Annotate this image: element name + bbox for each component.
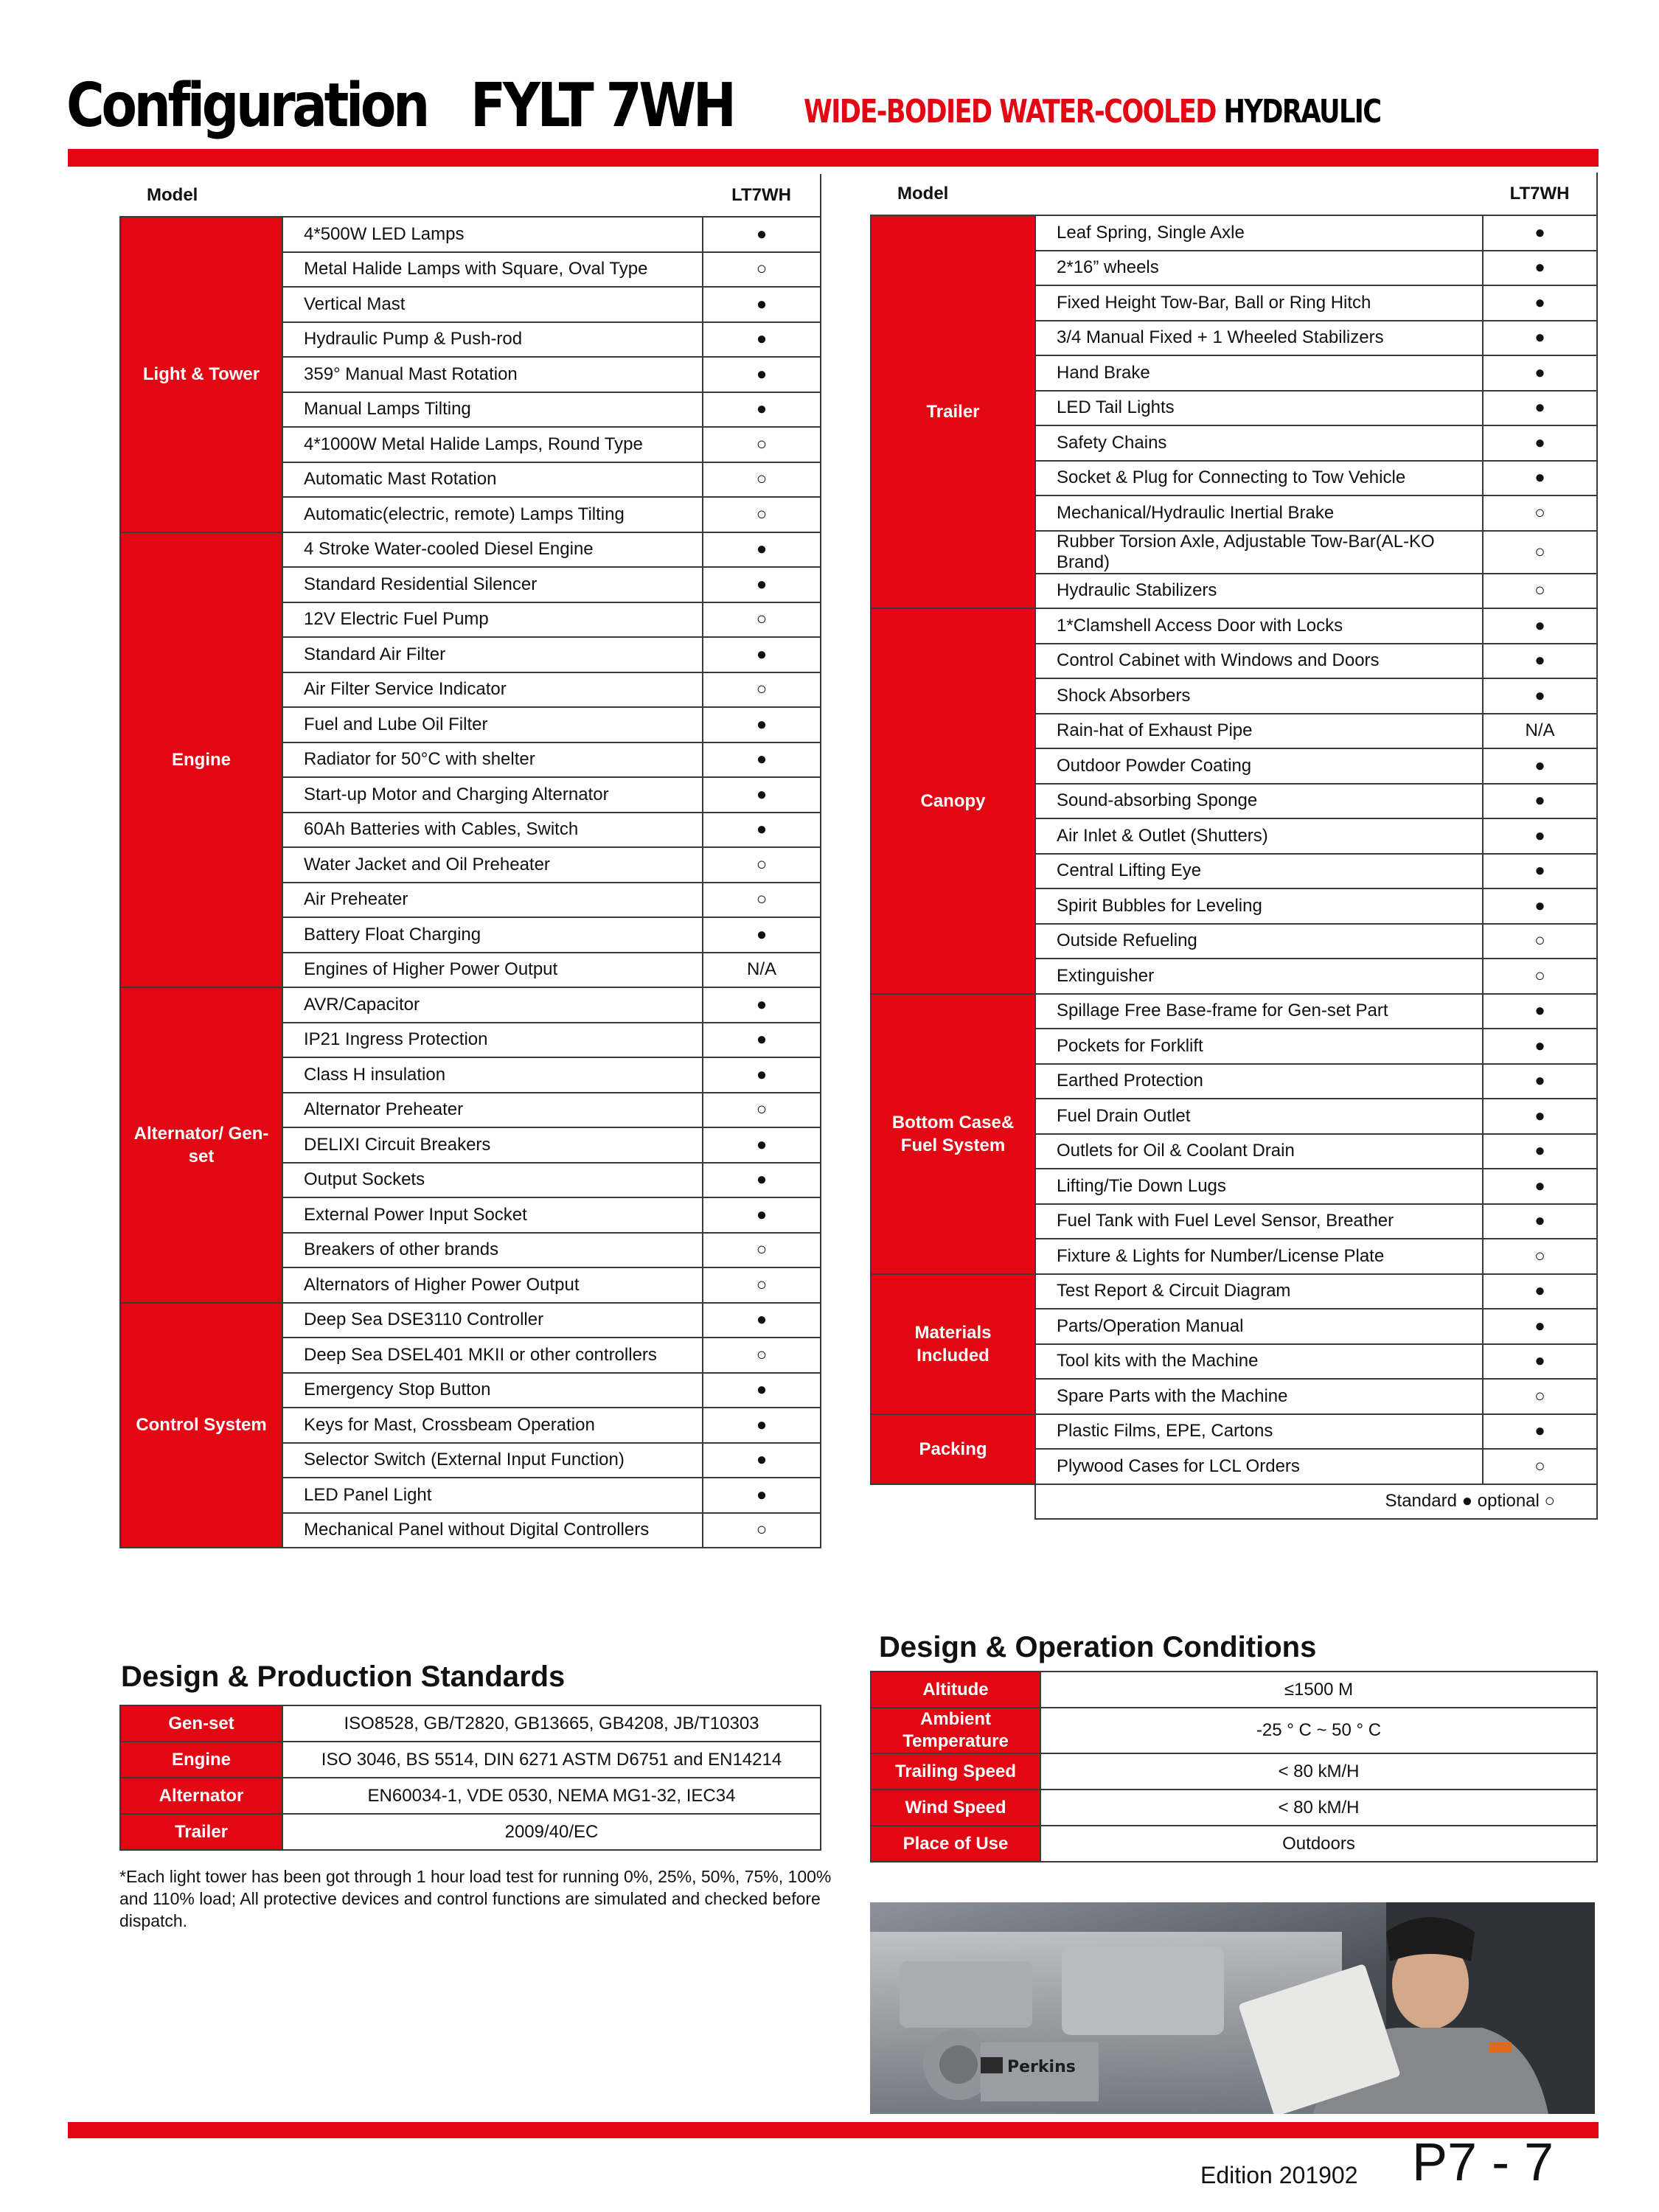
table-row (871, 994, 1597, 1029)
item-cell: Plywood Cases for LCL Orders (1035, 1449, 1483, 1484)
mark-cell: ● (703, 637, 821, 672)
item-cell: Manual Lamps Tilting (282, 392, 703, 428)
mark-cell: ● (703, 707, 821, 742)
mark-cell: ● (1483, 425, 1597, 461)
mark-cell: ● (703, 813, 821, 848)
model-header-label: Model (871, 173, 1483, 215)
table-row (871, 1672, 1597, 1708)
label-cell: Trailing Speed (871, 1753, 1040, 1790)
mark-cell: ● (1483, 1099, 1597, 1134)
table-row (871, 1790, 1597, 1826)
mark-cell: ● (703, 217, 821, 252)
table-header-row (871, 173, 1597, 215)
item-cell: 60Ah Batteries with Cables, Switch (282, 813, 703, 848)
table-row (120, 217, 821, 252)
item-cell: Central Lifting Eye (1035, 854, 1483, 889)
standards-table (119, 1705, 821, 1851)
item-cell: Water Jacket and Oil Preheater (282, 847, 703, 883)
value-cell: ISO8528, GB/T2820, GB13665, GB4208, JB/T10303 (282, 1705, 821, 1742)
item-cell: Socket & Plug for Connecting to Tow Vehicle (1035, 461, 1483, 496)
mark-cell: ● (1483, 461, 1597, 496)
table-row (120, 1778, 821, 1814)
mark-cell: ○ (703, 1233, 821, 1268)
table-row (120, 1303, 821, 1338)
item-cell: Leaf Spring, Single Axle (1035, 215, 1483, 251)
legend-text: Standard ● optional ○ (1035, 1484, 1597, 1520)
item-cell: AVR/Capacitor (282, 987, 703, 1023)
item-cell: Extinguisher (1035, 959, 1483, 994)
mark-cell: ● (703, 567, 821, 602)
item-cell: LED Tail Lights (1035, 391, 1483, 426)
right-config-table (870, 173, 1598, 1520)
table-row (120, 1814, 821, 1850)
item-cell: Start-up Motor and Charging Alternator (282, 777, 703, 813)
label-cell: Trailer (120, 1814, 282, 1850)
table-header-row (120, 174, 821, 217)
item-cell: 4 Stroke Water-cooled Diesel Engine (282, 532, 703, 568)
item-cell: Engines of Higher Power Output (282, 953, 703, 988)
mark-cell: ● (1483, 1204, 1597, 1239)
technician-photo-illustration (870, 1902, 1595, 2114)
mark-cell: ● (703, 742, 821, 778)
mark-cell: ● (703, 1057, 821, 1093)
item-cell: Standard Residential Silencer (282, 567, 703, 602)
title-model-code: FYLT 7WH (470, 71, 734, 141)
mark-cell: ● (703, 1408, 821, 1443)
model-header-value: LT7WH (1483, 173, 1597, 215)
item-cell: Fuel and Lube Oil Filter (282, 707, 703, 742)
model-header-value: LT7WH (703, 174, 821, 217)
mark-cell: ● (1483, 1064, 1597, 1099)
category-cell: Engine (120, 532, 282, 988)
mark-cell: ● (1483, 994, 1597, 1029)
label-cell: Altitude (871, 1672, 1040, 1708)
item-cell: Class H insulation (282, 1057, 703, 1093)
item-cell: Pockets for Forklift (1035, 1029, 1483, 1064)
mark-cell: ○ (703, 1338, 821, 1373)
load-test-note: *Each light tower has been got through 1 hour load test for running 0%, 25%, 50%, 75%, 100% and 110% load; All protective devices and control functions are simulated and checked before dispatch. (119, 1867, 832, 1930)
mark-cell: ● (1483, 1169, 1597, 1204)
mark-cell: ○ (703, 1513, 821, 1548)
item-cell: 1*Clamshell Access Door with Locks (1035, 608, 1483, 644)
mark-cell: ○ (703, 427, 821, 462)
label-cell: Gen-set (120, 1705, 282, 1742)
item-cell: Fixed Height Tow-Bar, Ball or Ring Hitch (1035, 285, 1483, 321)
mark-cell: ○ (703, 497, 821, 532)
mark-cell: ○ (1483, 574, 1597, 609)
item-cell: Spare Parts with the Machine (1035, 1379, 1483, 1414)
item-cell: Alternators of Higher Power Output (282, 1267, 703, 1303)
mark-cell: ○ (1483, 1449, 1597, 1484)
mark-cell: ● (1483, 818, 1597, 854)
item-cell: Vertical Mast (282, 287, 703, 322)
category-cell: Bottom Case& Fuel System (871, 994, 1035, 1274)
item-cell: LED Panel Light (282, 1478, 703, 1513)
item-cell: Mechanical Panel without Digital Controllers (282, 1513, 703, 1548)
mark-cell: ● (703, 1197, 821, 1233)
item-cell: IP21 Ingress Protection (282, 1023, 703, 1058)
item-cell: Tool kits with the Machine (1035, 1344, 1483, 1380)
table-row (871, 1414, 1597, 1450)
mark-cell: ● (703, 1373, 821, 1408)
value-cell: ≤1500 M (1040, 1672, 1597, 1708)
label-cell: Place of Use (871, 1826, 1040, 1862)
mark-cell: ● (1483, 285, 1597, 321)
mark-cell: ○ (1483, 959, 1597, 994)
conditions-table (870, 1671, 1598, 1863)
item-cell: Sound-absorbing Sponge (1035, 784, 1483, 819)
mark-cell: ● (703, 1163, 821, 1198)
item-cell: Keys for Mast, Crossbeam Operation (282, 1408, 703, 1443)
item-cell: Air Inlet & Outlet (Shutters) (1035, 818, 1483, 854)
item-cell: Selector Switch (External Input Function) (282, 1443, 703, 1478)
value-cell: 2009/40/EC (282, 1814, 821, 1850)
item-cell: 3/4 Manual Fixed + 1 Wheeled Stabilizers (1035, 321, 1483, 356)
category-cell: Control System (120, 1303, 282, 1548)
mark-cell: ○ (703, 602, 821, 638)
value-cell: Outdoors (1040, 1826, 1597, 1862)
mark-cell: ○ (1483, 1379, 1597, 1414)
label-cell: Alternator (120, 1778, 282, 1814)
item-cell: Standard Air Filter (282, 637, 703, 672)
mark-cell: ● (703, 392, 821, 428)
left-config-table (119, 174, 821, 1548)
label-cell: Engine (120, 1742, 282, 1778)
conditions-heading: Design & Operation Conditions (879, 1631, 1317, 1663)
standards-heading: Design & Production Standards (121, 1660, 566, 1693)
mark-cell: ● (1483, 355, 1597, 391)
item-cell: Mechanical/Hydraulic Inertial Brake (1035, 495, 1483, 531)
item-cell: Safety Chains (1035, 425, 1483, 461)
mark-cell: ● (703, 987, 821, 1023)
item-cell: Air Filter Service Indicator (282, 672, 703, 708)
mark-cell: ● (703, 1443, 821, 1478)
label-cell: Wind Speed (871, 1790, 1040, 1826)
category-cell: Trailer (871, 215, 1035, 608)
mark-cell: ● (1483, 888, 1597, 924)
mark-cell: ● (1483, 215, 1597, 251)
category-cell: Materials Included (871, 1274, 1035, 1414)
mark-cell: ● (1483, 251, 1597, 286)
item-cell: Outdoor Powder Coating (1035, 748, 1483, 784)
table-row (871, 1708, 1597, 1753)
edition-label: Edition 201902 (1200, 2162, 1358, 2188)
table-row (120, 532, 821, 568)
item-cell: Earthed Protection (1035, 1064, 1483, 1099)
table-row (871, 608, 1597, 644)
item-cell: Rain-hat of Exhaust Pipe (1035, 714, 1483, 749)
table-row (871, 1753, 1597, 1790)
item-cell: Outside Refueling (1035, 924, 1483, 959)
mark-cell: ○ (1483, 495, 1597, 531)
item-cell: Automatic Mast Rotation (282, 462, 703, 498)
mark-cell: ○ (703, 462, 821, 498)
item-cell: 2*16” wheels (1035, 251, 1483, 286)
mark-cell: ○ (703, 252, 821, 288)
title-subtitle: WIDE-BODIED WATER-COOLED HYDRAULIC (804, 93, 1381, 131)
mark-cell: ● (1483, 1414, 1597, 1450)
mark-cell: ○ (703, 1267, 821, 1303)
value-cell: < 80 kM/H (1040, 1790, 1597, 1826)
category-cell: Light & Tower (120, 217, 282, 532)
item-cell: Outlets for Oil & Coolant Drain (1035, 1134, 1483, 1169)
value-cell: EN60034-1, VDE 0530, NEMA MG1-32, IEC34 (282, 1778, 821, 1814)
page-number: P7 - 7 (1412, 2133, 1554, 2192)
item-cell: Spillage Free Base-frame for Gen-set Part (1035, 994, 1483, 1029)
table-row (871, 1274, 1597, 1310)
mark-cell: ● (1483, 608, 1597, 644)
mark-cell: ● (703, 1478, 821, 1513)
legend-row (871, 1484, 1597, 1520)
item-cell: DELIXI Circuit Breakers (282, 1127, 703, 1163)
item-cell: Deep Sea DSE3110 Controller (282, 1303, 703, 1338)
item-cell: Hydraulic Pump & Push-rod (282, 322, 703, 358)
mark-cell: ● (1483, 1029, 1597, 1064)
item-cell: Automatic(electric, remote) Lamps Tilting (282, 497, 703, 532)
mark-cell: ● (1483, 854, 1597, 889)
mark-cell: ● (703, 917, 821, 953)
model-header-label: Model (120, 174, 703, 217)
item-cell: Metal Halide Lamps with Square, Oval Type (282, 252, 703, 288)
mark-cell: ● (1483, 784, 1597, 819)
mark-cell: ● (703, 532, 821, 568)
item-cell: Parts/Operation Manual (1035, 1309, 1483, 1344)
table-row (871, 215, 1597, 251)
mark-cell: ● (703, 322, 821, 358)
mark-cell: N/A (1483, 714, 1597, 749)
item-cell: Spirit Bubbles for Leveling (1035, 888, 1483, 924)
title-configuration: Configuration (66, 71, 427, 141)
mark-cell: ○ (703, 1093, 821, 1128)
legend-blank (871, 1484, 1035, 1520)
item-cell: 4*1000W Metal Halide Lamps, Round Type (282, 427, 703, 462)
mark-cell: ○ (703, 883, 821, 918)
mark-cell: ○ (1483, 924, 1597, 959)
bottom-red-bar (68, 2122, 1599, 2138)
mark-cell: ○ (703, 847, 821, 883)
mark-cell: ● (1483, 321, 1597, 356)
label-cell: Ambient Temperature (871, 1708, 1040, 1753)
mark-cell: ● (1483, 1344, 1597, 1380)
mark-cell: ● (1483, 1134, 1597, 1169)
mark-cell: ● (1483, 678, 1597, 714)
category-cell: Packing (871, 1414, 1035, 1484)
item-cell: 4*500W LED Lamps (282, 217, 703, 252)
mark-cell: ● (703, 1023, 821, 1058)
mark-cell: ○ (1483, 531, 1597, 574)
item-cell: Output Sockets (282, 1163, 703, 1198)
value-cell: -25 ° C ~ 50 ° C (1040, 1708, 1597, 1753)
item-cell: Fuel Tank with Fuel Level Sensor, Breather (1035, 1204, 1483, 1239)
table-row (120, 1705, 821, 1742)
mark-cell: ● (1483, 1274, 1597, 1310)
category-cell: Canopy (871, 608, 1035, 994)
item-cell: Shock Absorbers (1035, 678, 1483, 714)
mark-cell: ● (703, 357, 821, 392)
item-cell: Breakers of other brands (282, 1233, 703, 1268)
mark-cell: ● (1483, 391, 1597, 426)
table-row (120, 1742, 821, 1778)
item-cell: Plastic Films, EPE, Cartons (1035, 1414, 1483, 1450)
item-cell: Air Preheater (282, 883, 703, 918)
mark-cell: ● (703, 1127, 821, 1163)
mark-cell: ● (1483, 644, 1597, 679)
item-cell: Hydraulic Stabilizers (1035, 574, 1483, 609)
mark-cell: ● (703, 287, 821, 322)
value-cell: ISO 3046, BS 5514, DIN 6271 ASTM D6751 and EN14214 (282, 1742, 821, 1778)
item-cell: Test Report & Circuit Diagram (1035, 1274, 1483, 1310)
mark-cell: ● (703, 1303, 821, 1338)
item-cell: Battery Float Charging (282, 917, 703, 953)
svg-text:Perkins: Perkins (1007, 2058, 1076, 2076)
value-cell: < 80 kM/H (1040, 1753, 1597, 1790)
mark-cell: ● (1483, 1309, 1597, 1344)
top-red-bar (68, 149, 1599, 167)
item-cell: Control Cabinet with Windows and Doors (1035, 644, 1483, 679)
item-cell: Fuel Drain Outlet (1035, 1099, 1483, 1134)
item-cell: Hand Brake (1035, 355, 1483, 391)
item-cell: 359° Manual Mast Rotation (282, 357, 703, 392)
item-cell: Lifting/Tie Down Lugs (1035, 1169, 1483, 1204)
mark-cell: ○ (703, 672, 821, 708)
category-cell: Alternator/ Gen-set (120, 987, 282, 1303)
item-cell: 12V Electric Fuel Pump (282, 602, 703, 638)
item-cell: Rubber Torsion Axle, Adjustable Tow-Bar(AL-KO Brand) (1035, 531, 1483, 574)
technician-photo (870, 1902, 1595, 2114)
mark-cell: ● (1483, 748, 1597, 784)
item-cell: Radiator for 50°C with shelter (282, 742, 703, 778)
mark-cell: ○ (1483, 1239, 1597, 1274)
page-title (66, 71, 1615, 141)
mark-cell: N/A (703, 953, 821, 988)
item-cell: Deep Sea DSEL401 MKII or other controllers (282, 1338, 703, 1373)
item-cell: Fixture & Lights for Number/License Plate (1035, 1239, 1483, 1274)
table-row (871, 1826, 1597, 1862)
item-cell: External Power Input Socket (282, 1197, 703, 1233)
item-cell: Emergency Stop Button (282, 1373, 703, 1408)
table-row (120, 987, 821, 1023)
item-cell: Alternator Preheater (282, 1093, 703, 1128)
mark-cell: ● (703, 777, 821, 813)
